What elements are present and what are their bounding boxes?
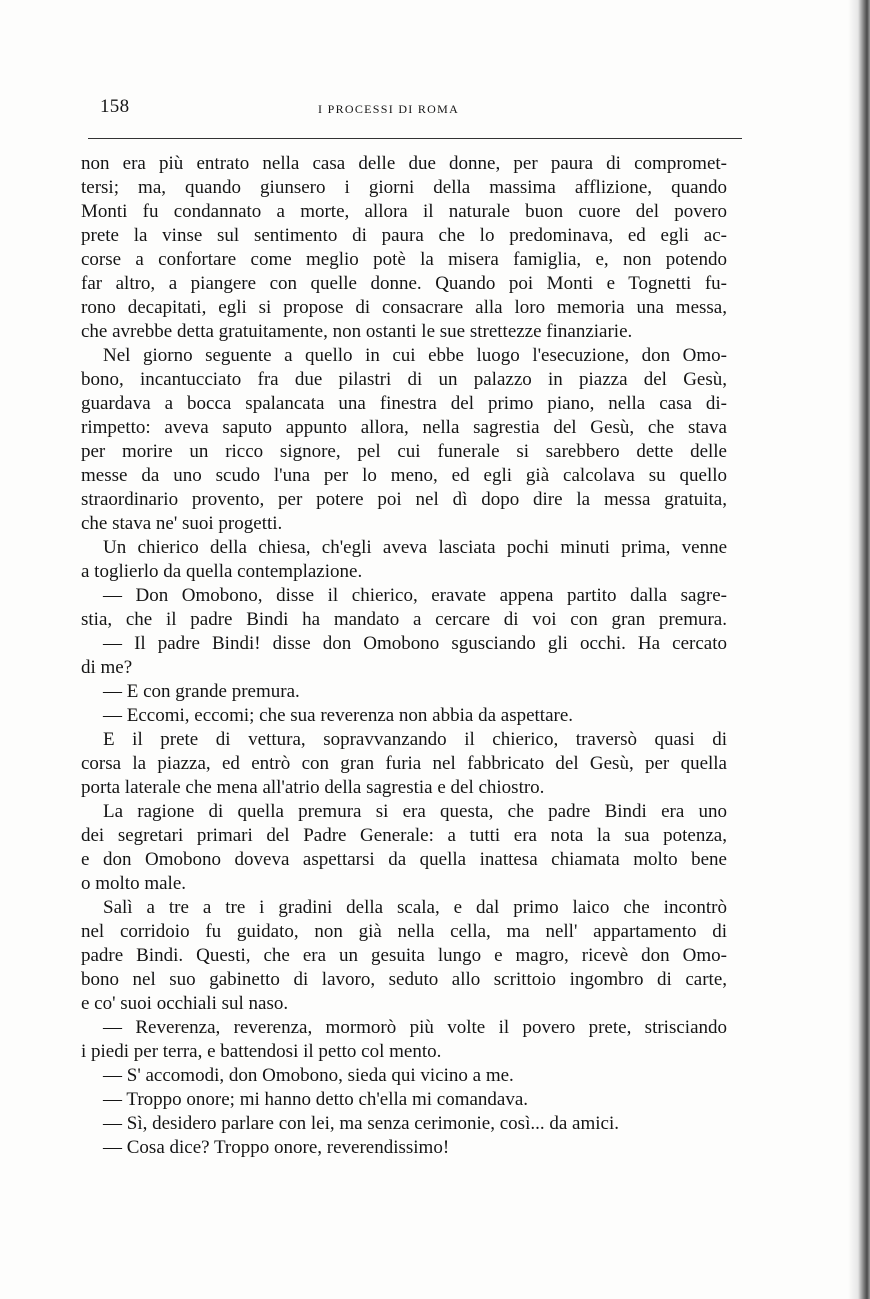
text-line: nel corridoio fu guidato, non già nella cella, ma nell' appartamento di xyxy=(81,921,727,942)
page-number: 158 xyxy=(100,96,130,117)
text-line: — Sì, desidero parlare con lei, ma senza cerimonie, così... da amici. xyxy=(103,1113,619,1134)
text-line: Un chierico della chiesa, ch'egli aveva lasciata pochi minuti prima, venne xyxy=(103,537,727,558)
text-line: bono, incantucciato fra due pilastri di un palazzo in piazza del Gesù, xyxy=(81,369,727,390)
text-line: non era più entrato nella casa delle due donne, per paura di compromet- xyxy=(81,153,727,174)
text-line: bono nel suo gabinetto di lavoro, seduto allo scrittoio ingombro di carte, xyxy=(81,969,727,990)
text-line: E il prete di vettura, sopravvanzando il chierico, traversò quasi di xyxy=(103,729,727,750)
text-line: rimpetto: aveva saputo appunto allora, nella sagrestia del Gesù, che stava xyxy=(81,417,727,438)
text-line: che stava ne' suoi progetti. xyxy=(81,513,283,534)
text-line: — Cosa dice? Troppo onore, reverendissimo! xyxy=(103,1137,450,1158)
text-line: e don Omobono doveva aspettarsi da quella inattesa chiamata molto bene xyxy=(81,849,727,870)
header-rule xyxy=(88,138,742,139)
text-line: prete la vinse sul sentimento di paura che lo predominava, ed egli ac- xyxy=(81,225,727,246)
text-line: — Troppo onore; mi hanno detto ch'ella mi comandava. xyxy=(103,1089,529,1110)
text-line: Monti fu condannato a morte, allora il naturale buon cuore del povero xyxy=(81,201,727,222)
text-line: a toglierlo da quella contemplazione. xyxy=(81,561,363,582)
text-line: tersi; ma, quando giunsero i giorni della massima afflizione, quando xyxy=(81,177,727,198)
text-line: La ragione di quella premura si era questa, che padre Bindi era uno xyxy=(103,801,727,822)
text-line: e co' suoi occhiali sul naso. xyxy=(81,993,289,1014)
text-line: che avrebbe detta gratuitamente, non ostanti le sue strettezze finanziarie. xyxy=(81,321,633,342)
text-line: per morire un ricco signore, pel cui funerale si sarebbero dette delle xyxy=(81,441,727,462)
text-line: dei segretari primari del Padre Generale: a tutti era nota la sua potenza, xyxy=(81,825,727,846)
text-line: corsa la piazza, ed entrò con gran furia nel fabbricato del Gesù, per quella xyxy=(81,753,727,774)
text-line: far altro, a piangere con quelle donne. Quando poi Monti e Tognetti fu- xyxy=(81,273,727,294)
text-line: — Il padre Bindi! disse don Omobono sgusciando gli occhi. Ha cercato xyxy=(103,633,727,654)
book-spine-edge xyxy=(848,0,870,1299)
page-header xyxy=(100,96,742,122)
text-line: — Reverenza, reverenza, mormorò più volte il povero prete, strisciando xyxy=(103,1017,727,1038)
text-line: corse a confortare come meglio potè la misera famiglia, e, non potendo xyxy=(81,249,727,270)
text-line: porta laterale che mena all'atrio della sagrestia e del chiostro. xyxy=(81,777,545,798)
text-line: rono decapitati, egli si propose di consacrare alla loro memoria una messa, xyxy=(81,297,727,318)
text-line: — Don Omobono, disse il chierico, eravate appena partito dalla sagre- xyxy=(103,585,727,606)
text-line: o molto male. xyxy=(81,873,187,894)
text-line: i piedi per terra, e battendosi il petto col mento. xyxy=(81,1041,442,1062)
body-text xyxy=(81,152,727,1160)
text-line: Nel giorno seguente a quello in cui ebbe luogo l'esecuzione, don Omo- xyxy=(103,345,727,366)
text-line: straordinario provento, per potere poi nel dì dopo dire la messa gratuita, xyxy=(81,489,727,510)
text-line: guardava a bocca spalancata una finestra del primo piano, nella casa di- xyxy=(81,393,727,414)
text-line: — S' accomodi, don Omobono, sieda qui vicino a me. xyxy=(103,1065,514,1086)
text-line: Salì a tre a tre i gradini della scala, e dal primo laico che incontrò xyxy=(103,897,727,918)
running-title: I PROCESSI DI ROMA xyxy=(318,102,460,116)
text-line: messe da uno scudo l'una per lo meno, ed egli già calcolava su quello xyxy=(81,465,727,486)
text-line: — Eccomi, eccomi; che sua reverenza non abbia da aspettare. xyxy=(103,705,574,726)
text-line: di me? xyxy=(81,657,133,678)
text-line: padre Bindi. Questi, che era un gesuita lungo e magro, ricevè don Omo- xyxy=(81,945,727,966)
text-line: stia, che il padre Bindi ha mandato a cercare di voi con gran premura. xyxy=(81,609,727,630)
text-line: — E con grande premura. xyxy=(103,681,300,702)
